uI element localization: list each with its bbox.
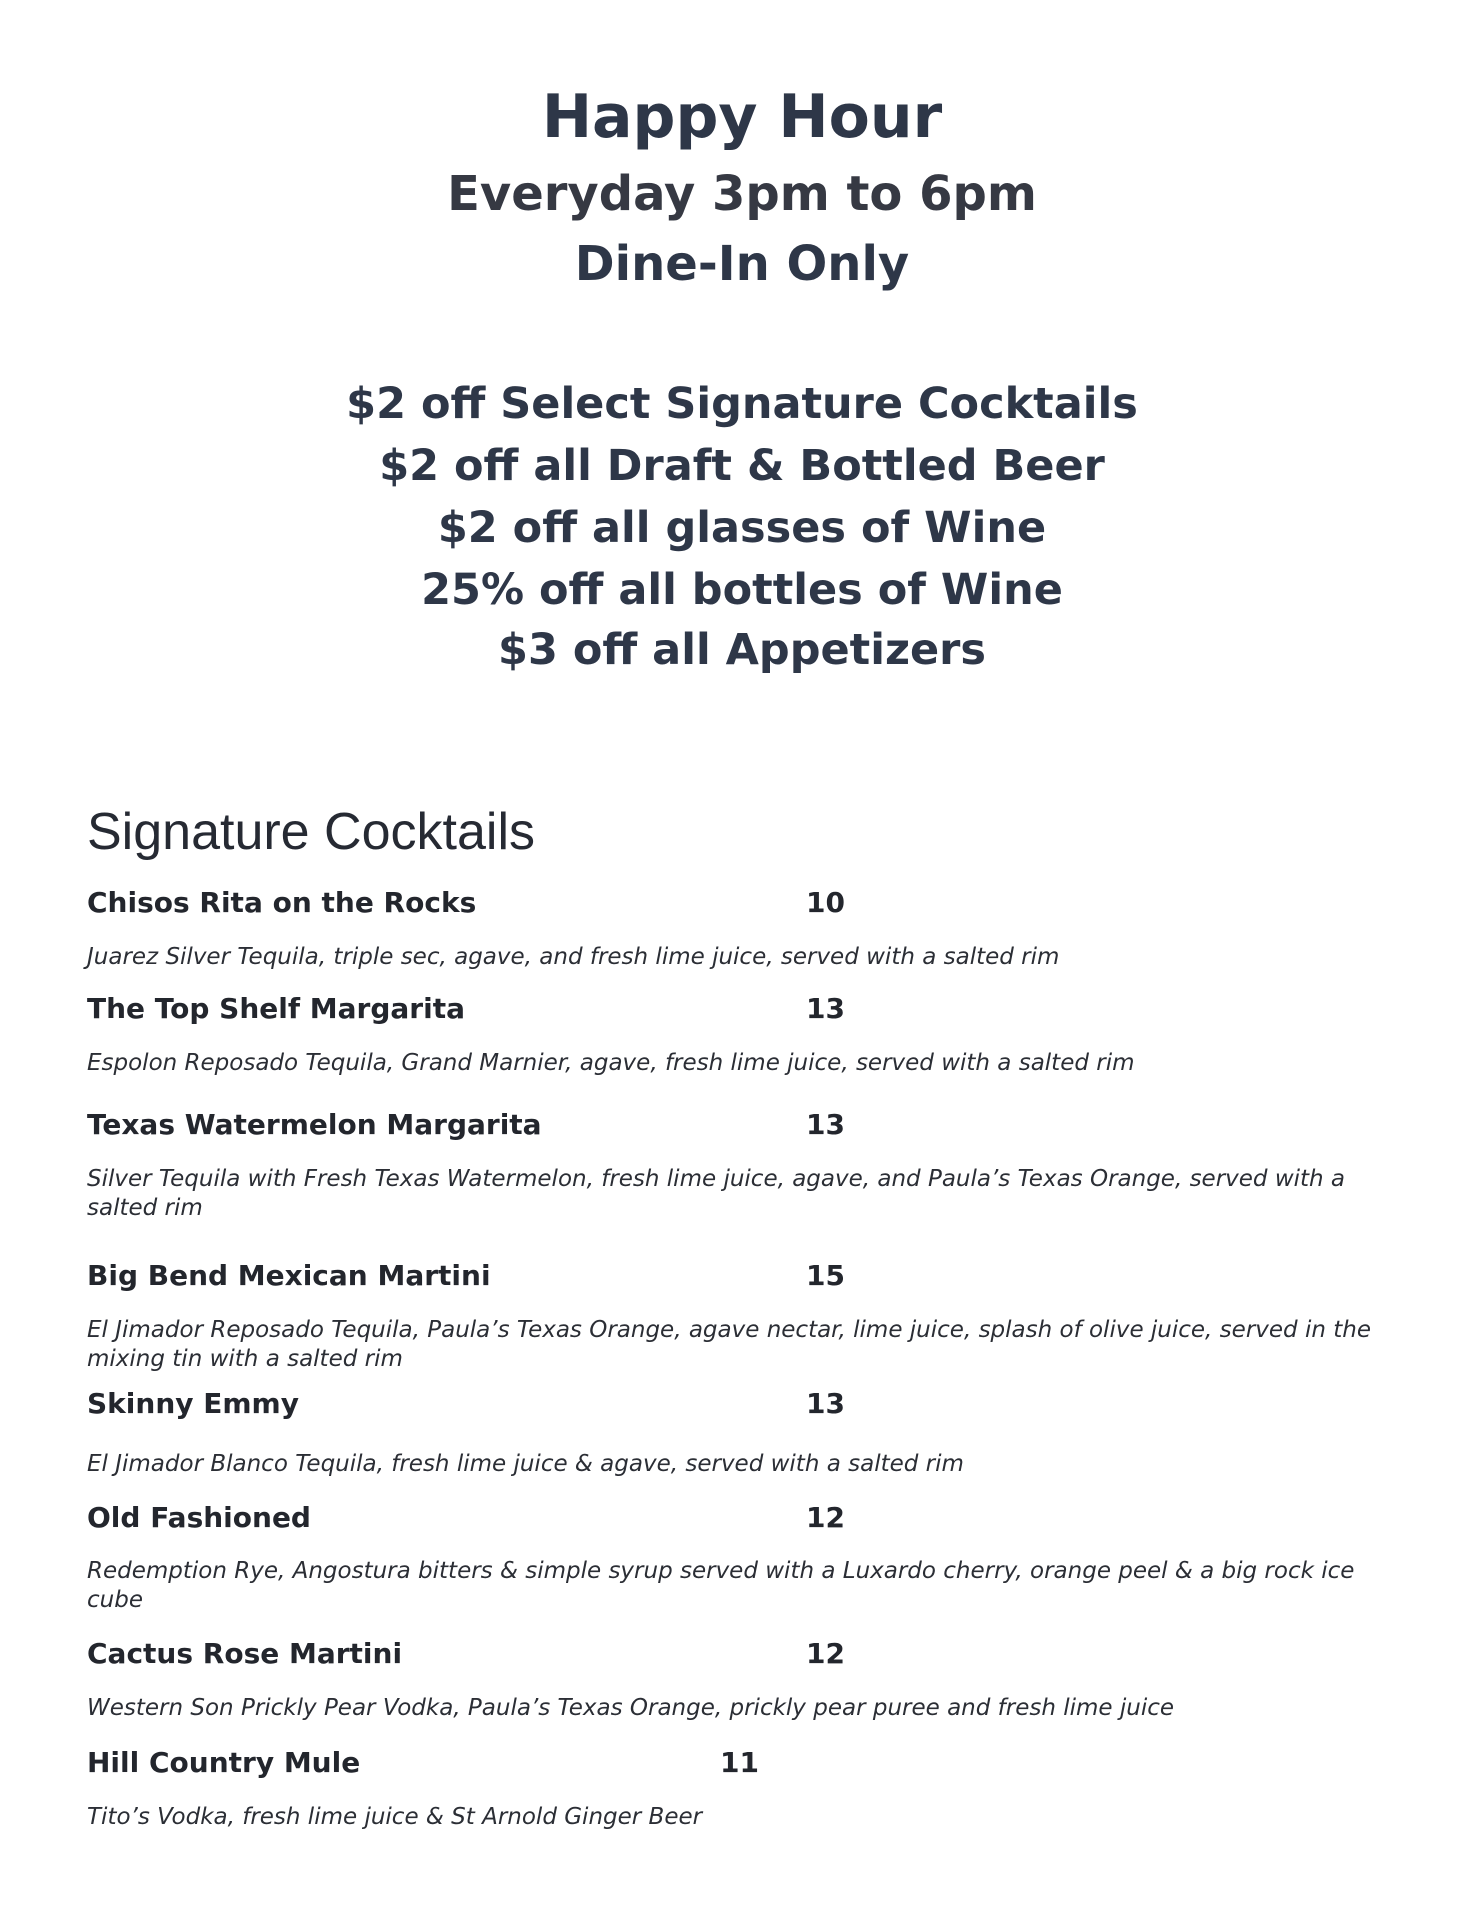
schedule-text: Everyday 3pm to 6pm <box>447 166 1037 222</box>
cocktail-name: Hill Country Mule <box>87 1746 361 1779</box>
cocktail-price: 12 <box>806 1637 845 1670</box>
dine-in-text: Dine-In Only <box>574 236 910 292</box>
deal-item: $3 off all Appetizers <box>498 625 986 675</box>
cocktail-description: Redemption Rye, Angostura bitters & simple syrup served with a Luxardo cherry, orange peel & a big rock ice cube <box>87 1558 1355 1613</box>
cocktail-description: El Jimador Reposado Tequila, Paula’s Texas Orange, agave nectar, lime juice, splash of olive juice, served in the mixing tin with a salted rim <box>87 1317 1371 1372</box>
cocktail-price: 13 <box>806 1108 845 1141</box>
cocktail-price: 15 <box>806 1259 845 1292</box>
deal-item: $2 off Select Signature Cocktails <box>346 379 1138 429</box>
cocktail-name: The Top Shelf Margarita <box>87 992 465 1025</box>
cocktail-name: Texas Watermelon Margarita <box>87 1108 542 1141</box>
cocktail-name: Cactus Rose Martini <box>87 1637 403 1670</box>
cocktail-description: Tito’s Vodka, fresh lime juice & St Arnold Ginger Beer <box>87 1804 703 1830</box>
cocktail-name: Chisos Rita on the Rocks <box>87 886 477 919</box>
deal-item: $2 off all Draft & Bottled Beer <box>379 441 1105 491</box>
cocktail-name: Big Bend Mexican Martini <box>87 1259 491 1292</box>
cocktail-description: El Jimador Blanco Tequila, fresh lime juice & agave, served with a salted rim <box>87 1451 964 1477</box>
cocktail-price: 10 <box>806 886 845 919</box>
cocktail-price: 13 <box>806 992 845 1025</box>
cocktail-description: Western Son Prickly Pear Vodka, Paula’s Texas Orange, prickly pear puree and fresh lime juice <box>87 1695 1175 1721</box>
deal-item: $2 off all glasses of Wine <box>437 503 1047 553</box>
cocktail-price: 13 <box>806 1387 845 1420</box>
cocktail-price: 12 <box>806 1501 845 1534</box>
page-title: Happy Hour <box>541 82 943 152</box>
cocktail-description: Juarez Silver Tequila, triple sec, agave, and fresh lime juice, served with a salted rim <box>87 944 1060 970</box>
deal-item: 25% off all bottles of Wine <box>421 565 1063 615</box>
cocktail-price: 11 <box>720 1746 759 1779</box>
cocktail-name: Old Fashioned <box>87 1501 311 1534</box>
cocktail-name: Skinny Emmy <box>87 1387 299 1420</box>
cocktail-description: Silver Tequila with Fresh Texas Watermelon, fresh lime juice, agave, and Paula’s Texas Orange, served with a salted rim <box>87 1166 1346 1221</box>
section-title: Signature Cocktails <box>87 803 535 861</box>
cocktail-description: Espolon Reposado Tequila, Grand Marnier, agave, fresh lime juice, served with a salted rim <box>87 1050 1135 1076</box>
